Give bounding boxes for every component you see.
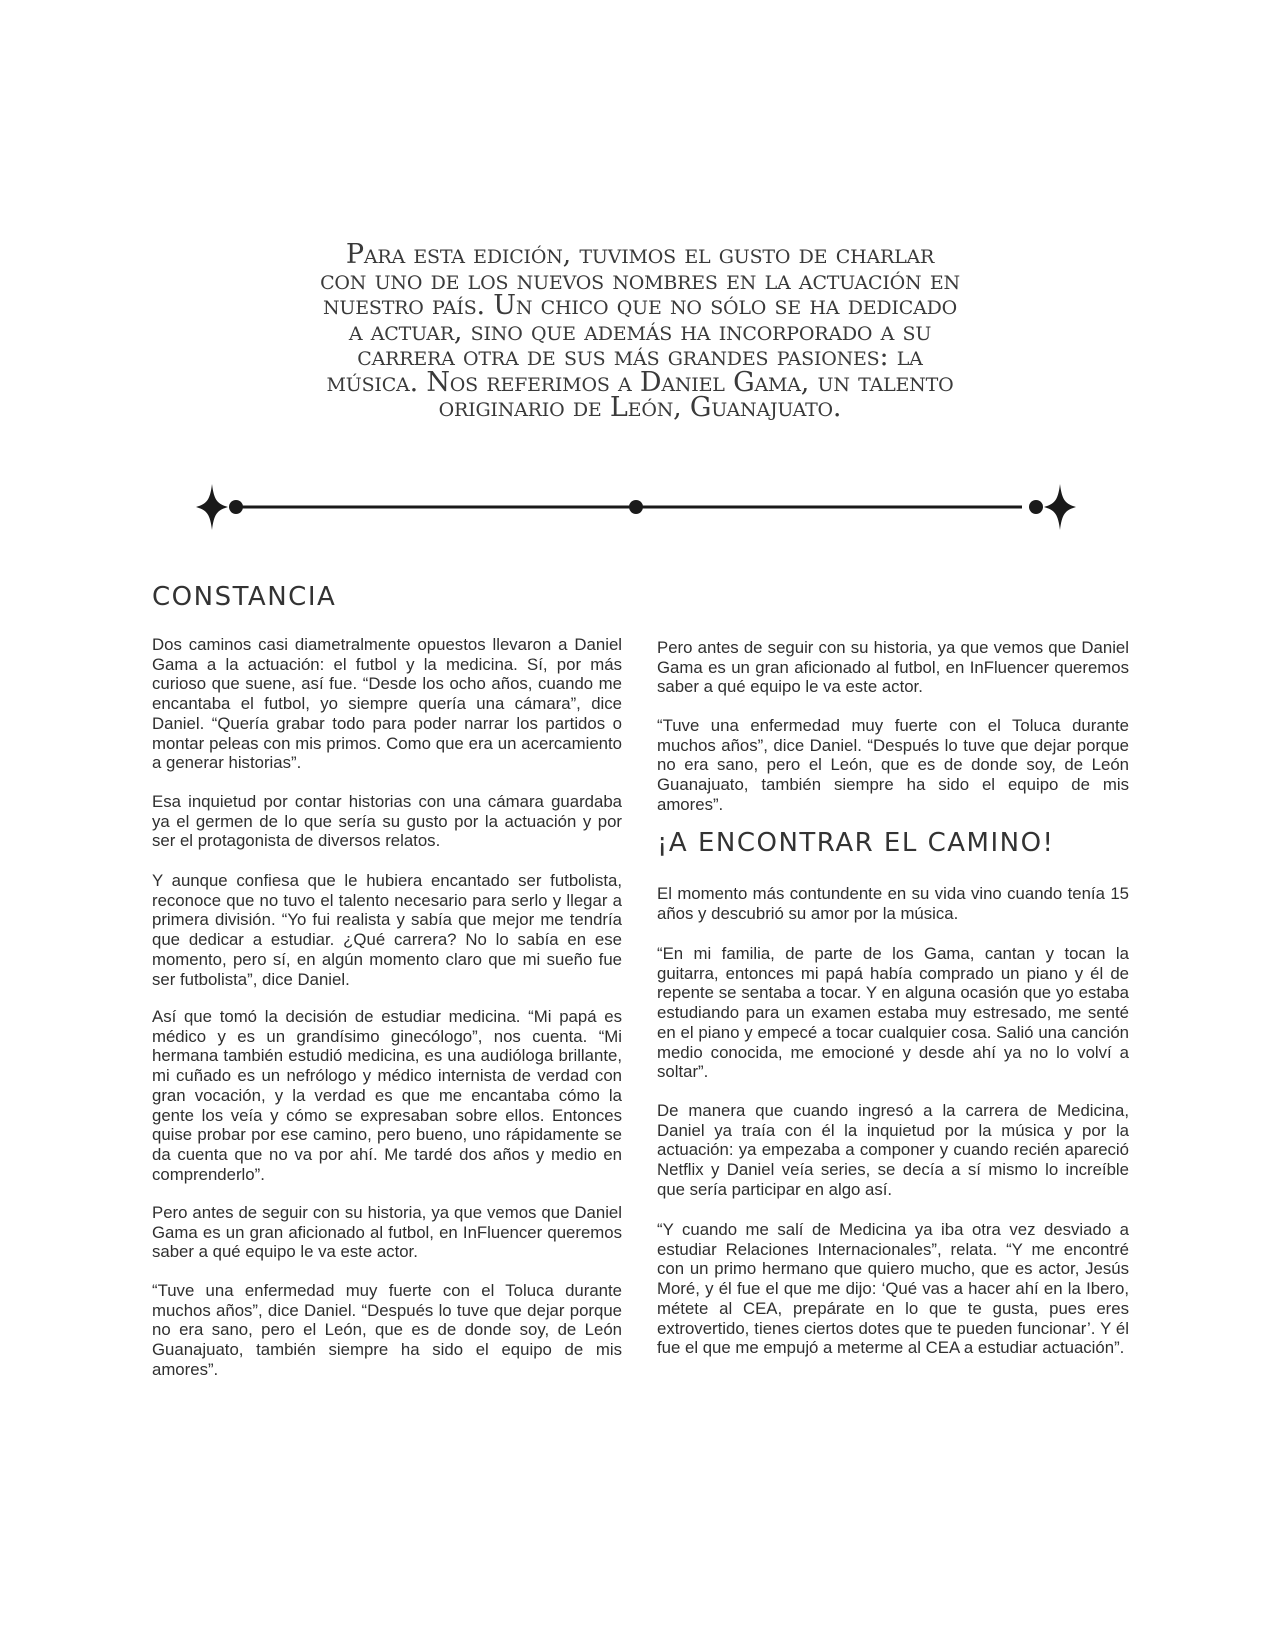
paragraph: “Tuve una enfermedad muy fuerte con el Toluca durante muchos años”, dice Daniel. “Después lo tuve que dejar porque no era sano, pero el León, que es de donde soy, de León Guanajuato, también siempre ha sido el equipo de mis amores”. bbox=[152, 1281, 622, 1379]
paragraph: El momento más contundente en su vida vino cuando tenía 15 años y descubrió su amor por la música. bbox=[657, 884, 1129, 923]
section-heading-encontrar-camino: ¡A ENCONTRAR EL CAMINO! bbox=[657, 828, 1055, 858]
paragraph: Esa inquietud por contar historias con una cámara guardaba ya el germen de lo que sería su gusto por la actuación y por ser el protagonista de diversos relatos. bbox=[152, 792, 622, 851]
section-heading-constancia: CONSTANCIA bbox=[152, 582, 337, 612]
paragraph: Pero antes de seguir con su historia, ya que vemos que Daniel Gama es un gran aficionado al futbol, en InFluencer queremos saber a qué equipo le va este actor. bbox=[152, 1203, 622, 1262]
paragraph: Pero antes de seguir con su historia, ya que vemos que Daniel Gama es un gran aficionado al futbol, en InFluencer queremos saber a qué equipo le va este actor. bbox=[657, 638, 1129, 697]
paragraph: Dos caminos casi diametralmente opuestos llevaron a Daniel Gama a la actuación: el futbol y la medicina. Sí, por más curioso que suene, así fue. “Desde los ocho años, cuando me encantaba el futbol, yo siempre quería una cámara”, dice Daniel. “Quería grabar todo para poder narrar los partidos o montar peleas con mis primos. Como que era un acercamiento a generar historias”. bbox=[152, 635, 622, 773]
diamond-rule-ornament-icon bbox=[196, 484, 1076, 530]
paragraph: “Tuve una enfermedad muy fuerte con el Toluca durante muchos años”, dice Daniel. “Después lo tuve que dejar porque no era sano, pero el León, que es de donde soy, de León Guanajuato, también siempre ha sido el equipo de mis amores”. bbox=[657, 716, 1129, 814]
paragraph: Así que tomó la decisión de estudiar medicina. “Mi papá es médico y es un grandísimo ginecólogo”, nos cuenta. “Mi hermana también estudió medicina, es una audióloga brillante, mi cuñado es un nefrólogo y médico internista de verdad con gran vocación, y la verdad es que me encantaba cómo la gente los veía y cómo se expresaban sobre ellos. Entonces quise probar por ese camino, pero bueno, uno rápidamente se da cuenta que no va por ahí. Me tardé dos años y medio en comprenderlo”. bbox=[152, 1007, 622, 1184]
paragraph: Y aunque confiesa que le hubiera encantado ser futbolista, reconoce que no tuvo el talento necesario para serlo y llegar a primera división. “Yo fui realista y sabía que mejor me tendría que dedicar a estudiar. ¿Qué carrera? No lo sabía en ese momento, pero sí, en algún momento claro que mi sueño fue ser futbolista”, dice Daniel. bbox=[152, 871, 622, 989]
paragraph: “Y cuando me salí de Medicina ya iba otra vez desviado a estudiar Relaciones Internacionales”, relata. “Y me encontré con un primo hermano que quiero mucho, que es actor, Jesús Moré, y él fue el que me dijo: ‘Qué vas a hacer ahí en la Ibero, métete al CEA, prepárate en lo que te gusta, pues eres extrovertido, tienes ciertos dotes que te pueden funcionar’. Y él fue el que me empujó a meterme al CEA a estudiar actuación”. bbox=[657, 1220, 1129, 1358]
intro-text: Para esta edición, tuvimos el gusto de charlar con uno de los nuevos nombres en la actuación en nuestro país. Un chico que no sólo se ha dedicado a actuar, sino que además ha incorporado a su carrera otra de sus más grandes pasiones: la música. Nos referimos a Daniel Gama, un talento originario de León, Guanajuato. bbox=[320, 239, 960, 423]
paragraph: De manera que cuando ingresó a la carrera de Medicina, Daniel ya traía con él la inquietud por la música y por la actuación: ya empezaba a componer y cuando recién apareció Netflix y Daniel veía series, se decía a sí mismo lo increíble que sería participar en algo así. bbox=[657, 1101, 1129, 1199]
paragraph: “En mi familia, de parte de los Gama, cantan y tocan la guitarra, entonces mi papá había comprado un piano y él de repente se sentaba a tocar. Y en alguna ocasión que yo estaba estudiando para un examen estaba muy estresado, me senté en el piano y empecé a tocar cualquier cosa. Salió una canción medio conocida, me emocioné y desde ahí ya no lo volví a soltar”. bbox=[657, 944, 1129, 1082]
